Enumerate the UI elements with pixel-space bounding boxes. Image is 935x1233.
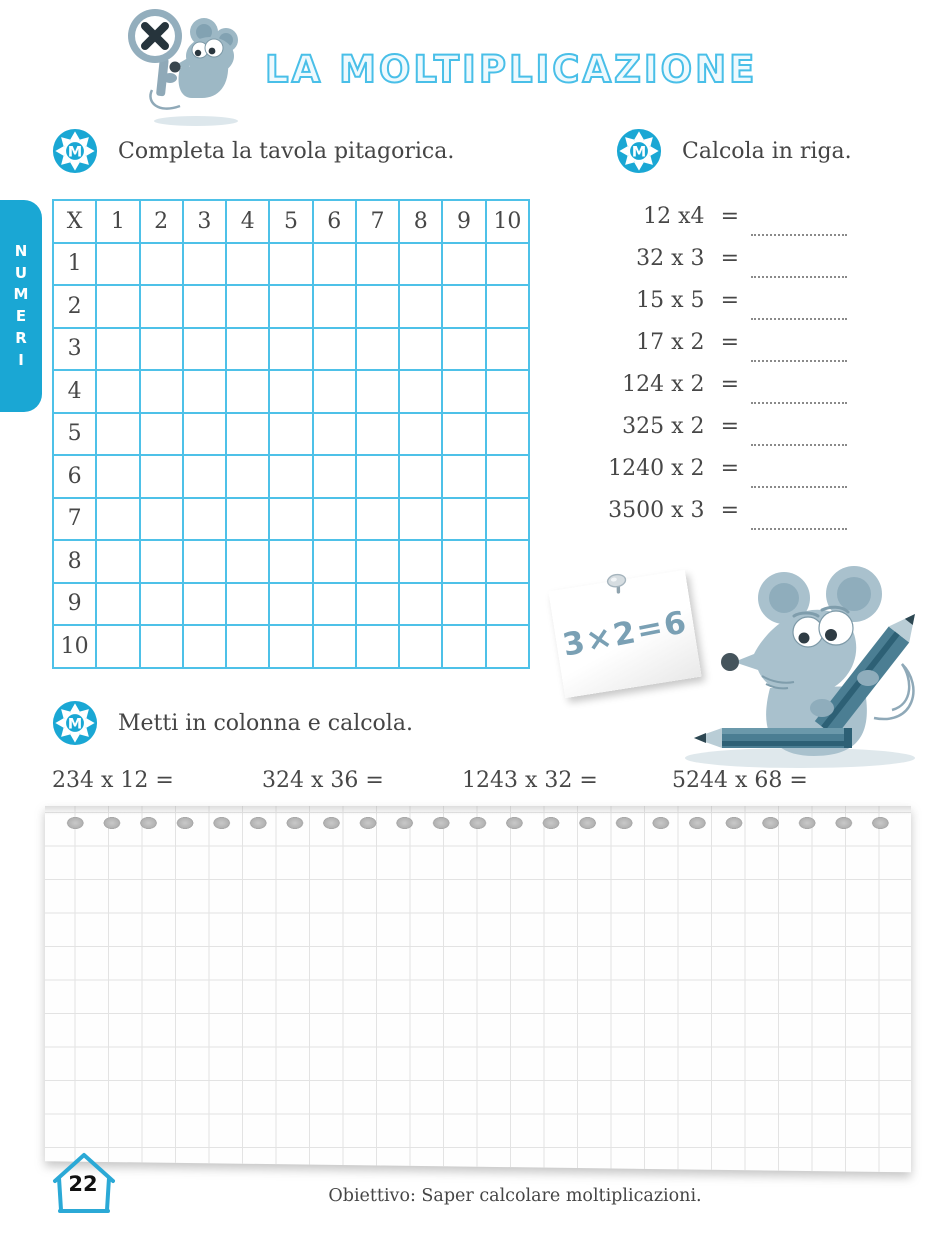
row-header: 5	[53, 413, 96, 456]
table-row	[53, 625, 529, 668]
pitagorica-cell[interactable]	[486, 498, 529, 541]
pitagorica-cell[interactable]	[399, 498, 442, 541]
grid-paper-sheet[interactable]	[45, 806, 911, 1176]
riga-exercise	[595, 330, 847, 372]
pythagorean-table	[52, 199, 530, 669]
pitagorica-cell[interactable]	[183, 243, 226, 286]
equals-sign: =	[720, 330, 739, 355]
pitagorica-cell[interactable]	[313, 243, 356, 286]
grid-paper-surface[interactable]	[45, 806, 911, 1176]
pitagorica-cell[interactable]	[442, 370, 485, 413]
expression: 1240 x 2	[608, 456, 705, 481]
pitagorica-cell[interactable]	[96, 625, 139, 668]
pitagorica-cell[interactable]	[399, 285, 442, 328]
row-header: 9	[53, 583, 96, 626]
pitagorica-cell[interactable]	[269, 583, 312, 626]
pitagorica-cell[interactable]	[356, 583, 399, 626]
section-heading-riga	[616, 128, 852, 174]
expression: 32 x 3	[636, 246, 705, 271]
expression: 325 x 2	[622, 414, 705, 439]
equals-sign: =	[720, 246, 739, 271]
colonna-problem: 1243 x 32 =	[462, 768, 598, 793]
pitagorica-cell[interactable]	[313, 455, 356, 498]
mouse-with-pencils-illustration	[662, 558, 930, 773]
riga-exercise	[595, 414, 847, 456]
pitagorica-cell[interactable]	[442, 455, 485, 498]
pitagorica-cell[interactable]	[226, 540, 269, 583]
pitagorica-cell[interactable]	[269, 370, 312, 413]
col-header: 9	[442, 200, 485, 243]
pitagorica-cell[interactable]	[313, 413, 356, 456]
m-badge-icon	[52, 700, 98, 746]
row-header: 1	[53, 243, 96, 286]
riga-exercise	[595, 246, 847, 288]
pitagorica-cell[interactable]	[183, 413, 226, 456]
pitagorica-cell[interactable]	[486, 455, 529, 498]
colonna-problem-row	[52, 768, 872, 793]
pitagorica-cell[interactable]	[442, 413, 485, 456]
pitagorica-cell[interactable]	[226, 413, 269, 456]
m-badge-icon	[616, 128, 662, 174]
page-number: 22	[68, 1172, 98, 1196]
pitagorica-cell[interactable]	[183, 625, 226, 668]
pitagorica-cell[interactable]	[313, 583, 356, 626]
pitagorica-cell[interactable]	[486, 370, 529, 413]
pitagorica-cell[interactable]	[269, 285, 312, 328]
section-heading-pitagorica	[52, 128, 454, 174]
pitagorica-cell[interactable]	[356, 625, 399, 668]
pitagorica-cell[interactable]	[313, 370, 356, 413]
pitagorica-cell[interactable]	[486, 583, 529, 626]
answer-line[interactable]	[751, 414, 847, 446]
row-header: 3	[53, 328, 96, 371]
table-row	[53, 583, 529, 626]
table-row	[53, 455, 529, 498]
col-header: 7	[356, 200, 399, 243]
riga-exercise	[595, 372, 847, 414]
colonna-problem: 234 x 12 =	[52, 768, 174, 793]
equals-sign: =	[720, 372, 739, 397]
table-row	[53, 498, 529, 541]
expression: 17 x 2	[636, 330, 705, 355]
pitagorica-cell[interactable]	[183, 455, 226, 498]
riga-exercise-list	[595, 204, 847, 540]
pitagorica-cell[interactable]	[226, 285, 269, 328]
table-row	[53, 540, 529, 583]
objective-text: Obiettivo: Saper calcolare moltiplicazioni.	[328, 1186, 702, 1206]
answer-line[interactable]	[751, 246, 847, 278]
pitagorica-cell[interactable]	[442, 328, 485, 371]
pitagorica-cell[interactable]	[96, 413, 139, 456]
row-header: 6	[53, 455, 96, 498]
col-header: 3	[183, 200, 226, 243]
answer-line[interactable]	[751, 330, 847, 362]
col-header: 10	[486, 200, 529, 243]
pitagorica-cell[interactable]	[442, 625, 485, 668]
pitagorica-cell[interactable]	[226, 328, 269, 371]
page-title: LA MOLTIPLICAZIONE	[265, 48, 758, 91]
pitagorica-cell[interactable]	[399, 625, 442, 668]
pitagorica-cell[interactable]	[399, 328, 442, 371]
equals-sign: =	[720, 204, 739, 229]
riga-exercise	[595, 456, 847, 498]
pitagorica-cell[interactable]	[356, 328, 399, 371]
pitagorica-cell[interactable]	[269, 625, 312, 668]
equals-sign: =	[720, 498, 739, 523]
pitagorica-cell[interactable]	[140, 243, 183, 286]
pitagorica-cell[interactable]	[442, 583, 485, 626]
pitagorica-cell[interactable]	[140, 328, 183, 371]
row-header: 4	[53, 370, 96, 413]
pitagorica-cell[interactable]	[356, 370, 399, 413]
col-header: 6	[313, 200, 356, 243]
pitagorica-cell[interactable]	[96, 455, 139, 498]
pitagorica-cell[interactable]	[356, 413, 399, 456]
punch-holes	[57, 813, 899, 833]
col-header: 4	[226, 200, 269, 243]
colonna-problem: 5244 x 68 =	[672, 768, 808, 793]
page-number-house	[46, 1148, 122, 1222]
pitagorica-cell[interactable]	[96, 370, 139, 413]
pitagorica-cell[interactable]	[140, 455, 183, 498]
pitagorica-cell[interactable]	[269, 498, 312, 541]
pitagorica-cell[interactable]	[399, 243, 442, 286]
note-text: 3×2=6	[559, 604, 691, 664]
pitagorica-cell[interactable]	[140, 540, 183, 583]
section-heading-text: Completa la tavola pitagorica.	[118, 138, 455, 164]
pitagorica-cell[interactable]	[140, 413, 183, 456]
riga-exercise	[595, 288, 847, 330]
col-header: 1	[96, 200, 139, 243]
sidebar-tab-numeri[interactable]	[0, 200, 42, 412]
pitagorica-cell[interactable]	[399, 455, 442, 498]
expression: 3500 x 3	[608, 498, 705, 523]
row-header: 8	[53, 540, 96, 583]
pitagorica-cell[interactable]	[183, 540, 226, 583]
table-row	[53, 243, 529, 286]
pitagorica-cell[interactable]	[226, 455, 269, 498]
pitagorica-cell[interactable]	[442, 540, 485, 583]
pitagorica-cell[interactable]	[226, 498, 269, 541]
m-badge-icon	[52, 128, 98, 174]
answer-line[interactable]	[751, 372, 847, 404]
section-heading-text: Calcola in riga.	[682, 138, 852, 164]
pitagorica-cell[interactable]	[313, 328, 356, 371]
riga-exercise	[595, 204, 847, 246]
pitagorica-cell[interactable]	[399, 583, 442, 626]
pitagorica-cell[interactable]	[399, 370, 442, 413]
pitagorica-cell[interactable]	[96, 328, 139, 371]
pitagorica-cell[interactable]	[269, 413, 312, 456]
table-header-row	[53, 200, 529, 243]
pitagorica-cell[interactable]	[226, 625, 269, 668]
pitagorica-cell[interactable]	[226, 583, 269, 626]
answer-line[interactable]	[751, 204, 847, 236]
pitagorica-cell[interactable]	[183, 370, 226, 413]
mouse-with-x-sign-illustration	[118, 6, 248, 128]
pitagorica-cell[interactable]	[226, 370, 269, 413]
equals-sign: =	[720, 456, 739, 481]
pitagorica-cell[interactable]	[183, 583, 226, 626]
pitagorica-cell[interactable]	[442, 285, 485, 328]
table-row	[53, 413, 529, 456]
pitagorica-cell[interactable]	[486, 285, 529, 328]
row-header: 2	[53, 285, 96, 328]
pitagorica-cell[interactable]	[442, 243, 485, 286]
pitagorica-cell[interactable]	[183, 328, 226, 371]
expression: 15 x 5	[636, 288, 705, 313]
pitagorica-cell[interactable]	[140, 285, 183, 328]
table-corner: X	[53, 200, 96, 243]
pitagorica-cell[interactable]	[269, 243, 312, 286]
pitagorica-cell[interactable]	[356, 285, 399, 328]
table-row	[53, 328, 529, 371]
pitagorica-cell[interactable]	[96, 540, 139, 583]
pitagorica-cell[interactable]	[356, 243, 399, 286]
col-header: 2	[140, 200, 183, 243]
pitagorica-cell[interactable]	[313, 498, 356, 541]
pitagorica-cell[interactable]	[399, 540, 442, 583]
pitagorica-cell[interactable]	[399, 413, 442, 456]
pitagorica-cell[interactable]	[313, 540, 356, 583]
pitagorica-cell[interactable]	[269, 328, 312, 371]
pitagorica-cell[interactable]	[486, 243, 529, 286]
pitagorica-cell[interactable]	[96, 285, 139, 328]
pitagorica-cell[interactable]	[96, 243, 139, 286]
pitagorica-cell[interactable]	[313, 625, 356, 668]
pitagorica-cell[interactable]	[140, 583, 183, 626]
pitagorica-cell[interactable]	[183, 285, 226, 328]
sidebar-tab-label: NUMERI	[13, 241, 29, 369]
section-heading-colonna	[52, 700, 413, 746]
equals-sign: =	[720, 288, 739, 313]
expression: 12 x4	[643, 204, 705, 229]
section-heading-text: Metti in colonna e calcola.	[118, 710, 413, 736]
answer-line[interactable]	[751, 456, 847, 488]
answer-line[interactable]	[751, 498, 847, 530]
pitagorica-cell[interactable]	[226, 243, 269, 286]
pitagorica-cell[interactable]	[269, 455, 312, 498]
pitagorica-cell[interactable]	[442, 498, 485, 541]
pitagorica-cell[interactable]	[356, 455, 399, 498]
expression: 124 x 2	[622, 372, 705, 397]
col-header: 8	[399, 200, 442, 243]
pitagorica-cell[interactable]	[269, 540, 312, 583]
pitagorica-cell[interactable]	[140, 370, 183, 413]
pitagorica-cell[interactable]	[486, 413, 529, 456]
pitagorica-cell[interactable]	[96, 498, 139, 541]
colonna-problem: 324 x 36 =	[262, 768, 384, 793]
row-header: 7	[53, 498, 96, 541]
row-header: 10	[53, 625, 96, 668]
pitagorica-cell[interactable]	[486, 540, 529, 583]
pitagorica-cell[interactable]	[486, 625, 529, 668]
pitagorica-cell[interactable]	[140, 625, 183, 668]
pushpin-icon	[602, 571, 631, 599]
table-row	[53, 285, 529, 328]
pitagorica-cell[interactable]	[356, 540, 399, 583]
riga-exercise	[595, 498, 847, 540]
pitagorica-cell[interactable]	[486, 328, 529, 371]
table-row	[53, 370, 529, 413]
pitagorica-cell[interactable]	[96, 583, 139, 626]
equals-sign: =	[720, 414, 739, 439]
pitagorica-cell[interactable]	[356, 498, 399, 541]
pitagorica-cell[interactable]	[313, 285, 356, 328]
pitagorica-cell[interactable]	[140, 498, 183, 541]
answer-line[interactable]	[751, 288, 847, 320]
col-header: 5	[269, 200, 312, 243]
pitagorica-cell[interactable]	[183, 498, 226, 541]
